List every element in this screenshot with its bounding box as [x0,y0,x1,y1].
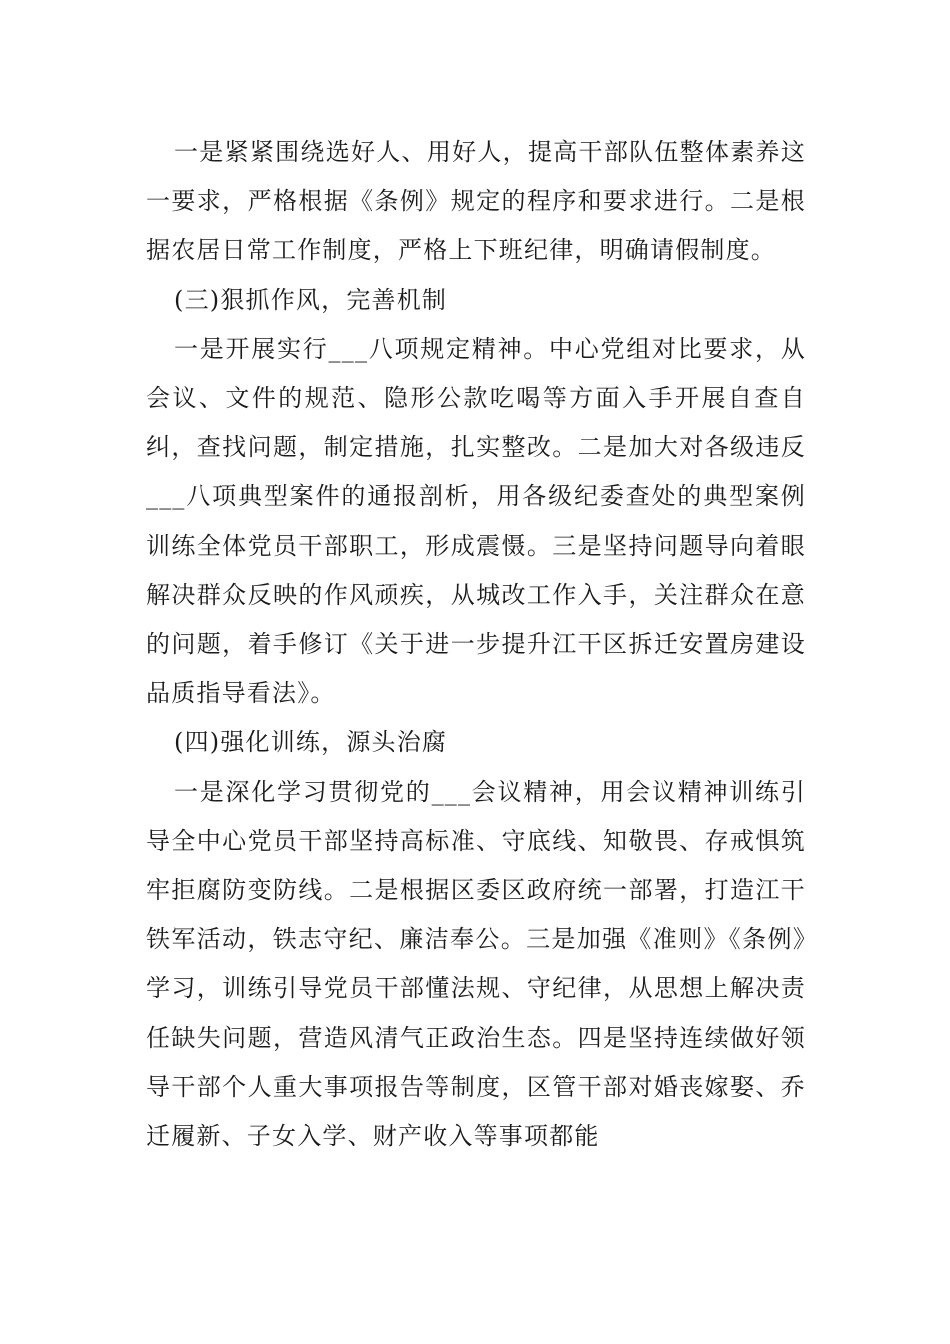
paragraph-training: 一是深化学习贯彻党的___会议精神，用会议精神训练引导全中心党员干部坚持高标准、守底线、知敬畏、存戒惧筑牢拒腐防变防线。二是根据区委区政府统一部署，打造江干铁军活动，铁志守纪、廉洁奉公。三是加强《准则》《条例》学习，训练引导党员干部懂法规、守纪律，从思想上解决责任缺失问题，营造风清气正政治生态。四是坚持连续做好领导干部个人重大事项报告等制度，区管干部对婚丧嫁娶、乔迁履新、子女入学、财产收入等事项都能 [146,777,806,1151]
paragraph-selection-discipline: 一是紧紧围绕选好人、用好人，提高干部队伍整体素养这一要求，严格根据《条例》规定的程序和要求进行。二是根据农居日常工作制度，严格上下班纪律，明确请假制度。 [146,138,806,265]
paragraph-work-style: 一是开展实行___八项规定精神。中心党组对比要求，从会议、文件的规范、隐形公款吃喝等方面入手开展自查自纠，查找问题，制定措施，扎实整改。二是加大对各级违反___八项典型案件的通报剖析，用各级纪委查处的典型案例训练全体党员干部职工，形成震慑。三是坚持问题导向着眼解决群众反映的作风顽疾，从城改工作入手，关注群众在意的问题，着手修订《关于进一步提升江干区拆迁安置房建设品质指导看法》。 [146,334,806,708]
document-page [146,128,806,1161]
section-heading-3: (三)狠抓作风，完善机制 [174,285,448,314]
section-heading-4: (四)强化训练，源头治腐 [174,728,448,757]
